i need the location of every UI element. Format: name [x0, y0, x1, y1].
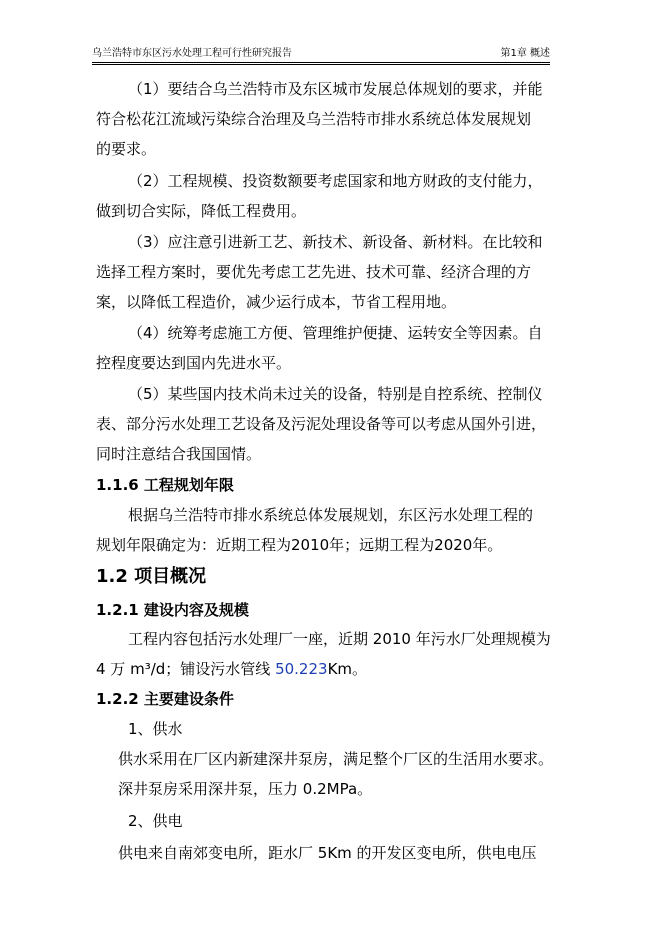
header-title: 乌兰浩特市东区污水处理工程可行性研究报告 — [92, 48, 292, 59]
chapter-number: 1 — [510, 48, 517, 59]
page-header — [92, 46, 550, 62]
paragraph-8-line-1: 供水采用在厂区内新建深井泵房，满足整个厂区的生活用水要求。 — [118, 750, 554, 768]
paragraph-3-line-1: （3）应注意引进新工艺、新技术、新设备、新材料。在比较和 — [128, 233, 543, 251]
paragraph-5-line-3: 同时注意结合我国国情。 — [96, 445, 262, 463]
heading-1-2-2: 1.2.2 主要建设条件 — [96, 690, 234, 708]
header-chapter — [500, 48, 550, 60]
paragraph-5-line-2: 表、部分污水处理工艺设备及污泥处理设备等可以考虑从国外引进， — [96, 415, 547, 433]
item-water-supply: 1、供水 — [128, 720, 183, 738]
pipeline-length-value: 50.223 — [275, 660, 328, 678]
paragraph-2-line-1: （2）工程规模、投资数额要考虑国家和地方财政的支付能力， — [128, 172, 543, 190]
paragraph-4-line-1: （4）统筹考虑施工方便、管理维护便捷、运转安全等因素。自 — [128, 324, 543, 342]
paragraph-2-line-2: 做到切合实际，降低工程费用。 — [96, 202, 307, 220]
paragraph-3-line-3: 案，以降低工程造价，减少运行成本，节省工程用地。 — [96, 293, 457, 311]
paragraph-6-line-1: 根据乌兰浩特市排水系统总体发展规划，东区污水处理工程的 — [128, 506, 534, 524]
header-rule-bottom — [92, 64, 550, 65]
heading-1-1-6: 1.1.6 工程规划年限 — [96, 476, 234, 494]
item-power-supply: 2、供电 — [128, 812, 183, 830]
chapter-prefix: 第 — [500, 48, 511, 59]
paragraph-6-line-2: 规划年限确定为：近期工程为2010年；远期工程为2020年。 — [96, 536, 503, 554]
heading-1-2-1: 1.2.1 建设内容及规模 — [96, 601, 249, 619]
paragraph-1-line-1: （1）要结合乌兰浩特市及东区城市发展总体规划的要求，并能 — [128, 80, 543, 98]
paragraph-9-line-1: 供电来自南郊变电所，距水厂 5Km 的开发区变电所，供电电压 — [118, 844, 537, 862]
paragraph-7-line-2 — [96, 660, 367, 678]
chapter-suffix: 章 概述 — [516, 48, 550, 59]
paragraph-1-line-3: 的要求。 — [96, 140, 157, 158]
pipeline-text: 4 万 m³/d；铺设污水管线 — [96, 660, 276, 678]
heading-1-2: 1.2 项目概况 — [96, 566, 207, 587]
paragraph-4-line-2: 控程度要达到国内先进水平。 — [96, 354, 292, 372]
paragraph-5-line-1: （5）某些国内技术尚未过关的设备，特别是自控系统、控制仪 — [128, 385, 543, 403]
paragraph-1-line-2: 符合松花江流域污染综合治理及乌兰浩特市排水系统总体发展规划 — [96, 110, 532, 128]
paragraph-3-line-2: 选择工程方案时，要优先考虑工艺先进、技术可靠、经济合理的方 — [96, 263, 532, 281]
header-rule-top — [92, 62, 550, 63]
pipeline-unit: Km。 — [327, 660, 368, 678]
paragraph-7-line-1: 工程内容包括污水处理厂一座，近期 2010 年污水厂处理规模为 — [128, 630, 551, 648]
paragraph-8-line-2: 深井泵房采用深井泵，压力 0.2MPa。 — [118, 780, 373, 798]
